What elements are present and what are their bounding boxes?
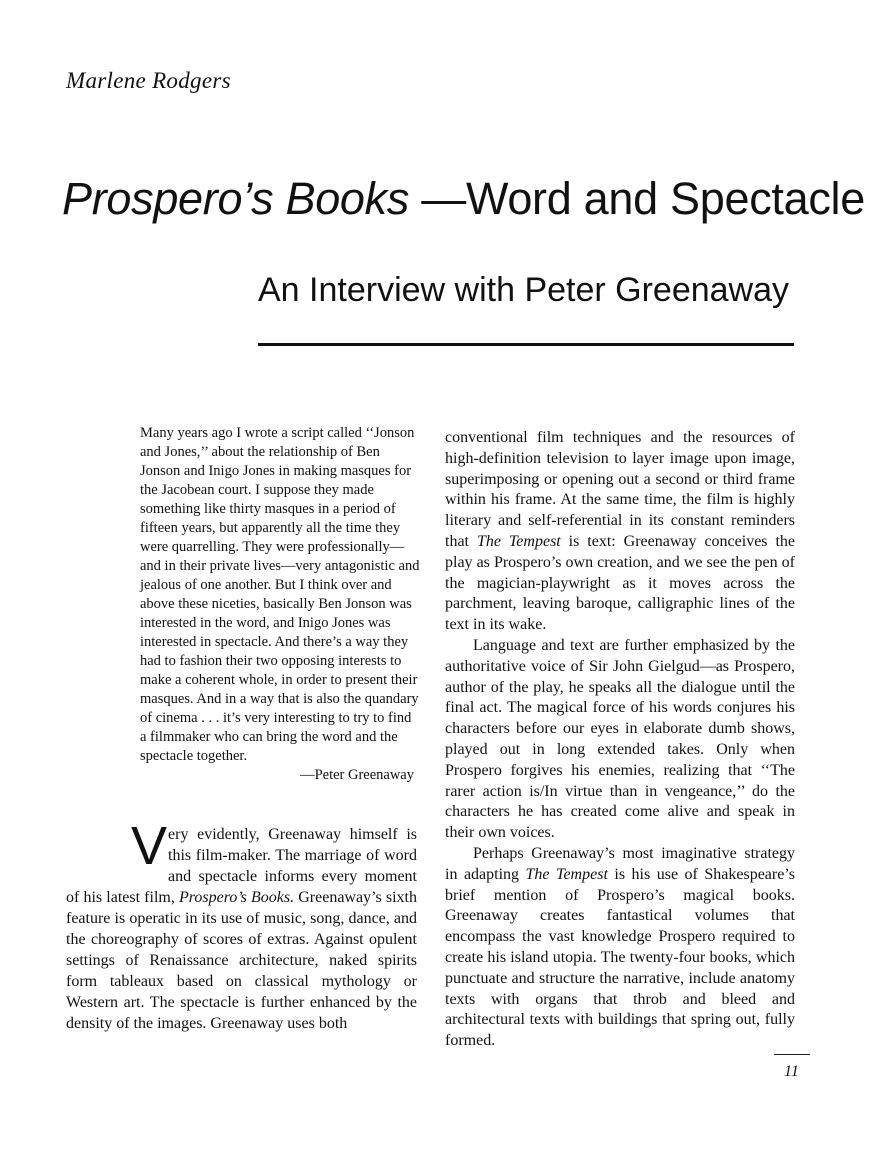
author-name: Marlene Rodgers bbox=[66, 68, 231, 93]
body-paragraph: Perhaps Greenaway’s most imaginative strategy in adapting The Tempest is his use of Shakespeare’s brief mention of Prospero’s magical books. Greenaway creates fantastical volumes that encompass the vast knowledge Prospero required to create his island utopia. The twenty-four books, which punctuate and structure the narrative, include anatomy texts with organs that throb and bleed and architectural texts with buildings that spring out, fully formed. bbox=[445, 844, 795, 1050]
article-subtitle: An Interview with Peter Greenaway bbox=[258, 271, 790, 309]
article-title bbox=[62, 173, 865, 224]
title-remainder: —Word and Spectacle bbox=[409, 173, 865, 224]
body-paragraph: conventional film techniques and the resources of high-definition television to layer image upon image, superimposing or opening out a second or third frame within his frame. At the same time, the film is highly literary and self-referential in its constant reminders that The Tempest is text: Greenaway conceives the play as Prospero’s own creation, and we see the pen of the magician-playwright as it moves across the parchment, leaving baroque, calligraphic lines of the text in its wake. bbox=[445, 429, 795, 634]
body-column-right bbox=[445, 428, 795, 1052]
body-column-left bbox=[66, 816, 417, 1034]
title-film-name: Prospero’s Books bbox=[62, 173, 410, 224]
body-paragraph: Language and text are further emphasized by the authoritative voice of Sir John Gielgud—as Prospero, author of the play, he speaks all the dialogue until the final act. The magical force of his words conjures his characters before our eyes in elaborate dumb shows, played out in long extended takes. Only when Prospero forgives his enemies, realizing that ‘‘The rarer action is/In virtue than in vengeance,’’ do the characters he has created come alive and speak in their own voices. bbox=[445, 636, 795, 842]
page-number-rule bbox=[774, 1054, 810, 1055]
play-title: The Tempest bbox=[476, 532, 561, 550]
play-title: The Tempest bbox=[525, 865, 608, 883]
drop-cap: V bbox=[131, 816, 168, 876]
body-paragraph: Very evidently, Greenaway himself is this film-maker. The marriage of word and spectacle informs every moment of his latest film, Prospero’s Books. Greenaway’s sixth feature is operatic in its use of music, song, dance, and the choreography of scores of extras. Against opulent settings of Renaissance architecture, naked spirits form tableaux based on classical mythology or Western art. The spectacle is further enhanced by the density of the images. Greenaway uses both bbox=[66, 816, 417, 1032]
film-title: Prospero’s Books. bbox=[178, 889, 295, 906]
epigraph-attribution: —Peter Greenaway bbox=[300, 767, 414, 783]
title-rule bbox=[258, 343, 794, 346]
epigraph bbox=[140, 424, 420, 785]
page-number: 11 bbox=[784, 1063, 799, 1080]
epigraph-text: Many years ago I wrote a script called ‘‘Jonson and Jones,’’ about the relationship of Ben Jonson and Inigo Jones in making masques for the Jacobean court. I suppose they made something like thirty masques in a period of fifteen years, but apparently all the time they were quarrelling. They were professionally—and in their private lives—very antagonistic and jealous of one another. But I think over and above these niceties, basically Ben Jonson was interested in the word, and Inigo Jones was interested in spectacle. And there’s a way they had to fashion their two opposing interests to make a coherent whole, in order to present their masques. And in a way that is also the quandary of cinema . . . it’s very interesting to try to find a filmmaker who can bring the word and the spectacle together. bbox=[140, 425, 420, 764]
